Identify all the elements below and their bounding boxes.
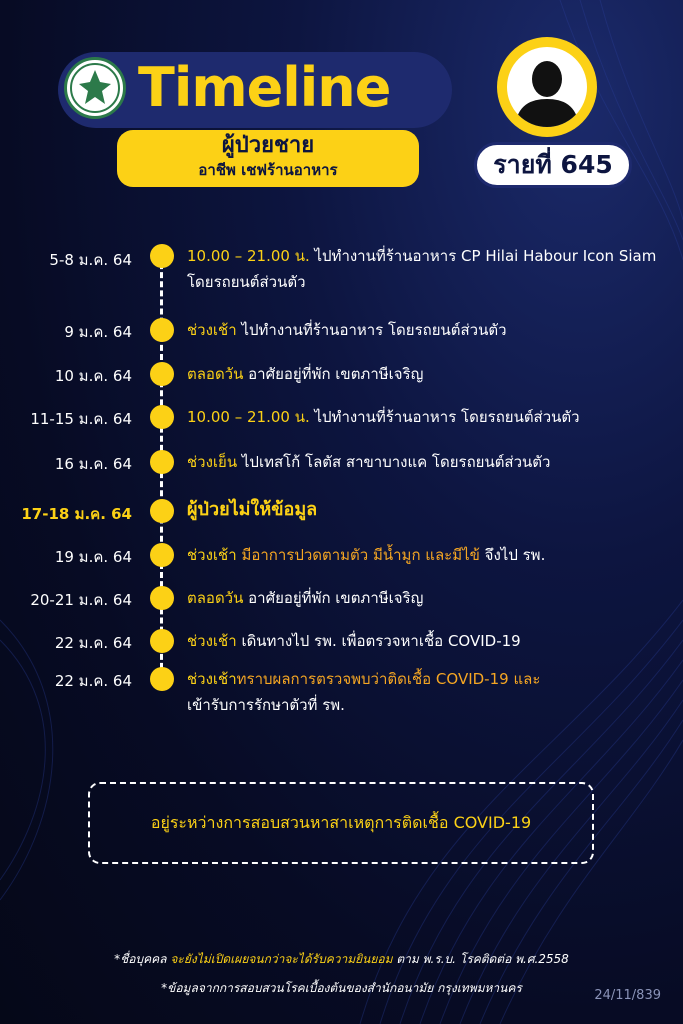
case-number-badge: รายที่ 645 xyxy=(474,142,632,188)
timeline-date: 5-8 ม.ค. 64 xyxy=(49,251,132,269)
timeline-text: ตลอดวัน อาศัยอยู่ที่พัก เขตภาษีเจริญ xyxy=(187,365,424,383)
timeline-dot xyxy=(150,450,174,474)
timeline-text: ช่วงเย็น ไปเทสโก้ โลตัส สาขาบางแค โดยรถยนต์ส่วนตัว xyxy=(187,453,551,471)
patient-occupation: อาชีพ เชฟร้านอาหาร xyxy=(198,161,338,179)
investigation-note: อยู่ระหว่างการสอบสวนหาสาเหตุการติดเชื้อ COVID-19 xyxy=(88,782,594,864)
timeline-date: 10 ม.ค. 64 xyxy=(54,367,132,385)
timeline-dot xyxy=(150,543,174,567)
footer-disclaimer: *ชื่อบุคคล จะยังไม่เปิดเผยจนกว่าจะได้รับความยินยอม ตาม พ.ร.บ. โรคติดต่อ พ.ศ.2558 xyxy=(114,952,569,966)
person-silhouette-icon xyxy=(507,47,587,127)
patient-title: ผู้ป่วยชาย xyxy=(221,133,315,158)
timeline-date: 22 ม.ค. 64 xyxy=(54,672,132,690)
timeline-date: 16 ม.ค. 64 xyxy=(54,455,132,473)
timeline-dot xyxy=(150,586,174,610)
timeline-dot xyxy=(150,244,174,268)
patient-info xyxy=(117,130,419,187)
timeline-date: 22 ม.ค. 64 xyxy=(54,634,132,652)
timeline-text: ผู้ป่วยไม่ให้ข้อมูล xyxy=(187,499,318,520)
timeline-date: 17-18 ม.ค. 64 xyxy=(21,505,132,523)
timeline-date: 19 ม.ค. 64 xyxy=(54,548,132,566)
timeline-text: ช่วงเช้า เดินทางไป รพ. เพื่อตรวจหาเชื้อ COVID-19 xyxy=(187,632,521,650)
footer-source: *ข้อมูลจากการสอบสวนโรคเบื้องต้นของสำนักอนามัย กรุงเทพมหานคร xyxy=(161,981,522,995)
timeline-dot xyxy=(150,318,174,342)
timeline-text: 10.00 – 21.00 น. ไปทำงานที่ร้านอาหาร โดยรถยนต์ส่วนตัว xyxy=(187,408,580,426)
timeline-text: 10.00 – 21.00 น. ไปทำงานที่ร้านอาหาร CP Hilai Habour Icon Siam โดยรถยนต์ส่วนตัว xyxy=(187,247,657,291)
timeline-dot xyxy=(150,629,174,653)
timeline-text: ช่วงเช้า ไปทำงานที่ร้านอาหาร โดยรถยนต์ส่วนตัว xyxy=(187,321,507,339)
timeline-text: ช่วงเช้าทราบผลการตรวจพบว่าติดเชื้อ COVID-19 และ เข้ารับการรักษาตัวที่ รพ. xyxy=(187,670,541,714)
timeline-dot xyxy=(150,667,174,691)
timeline-date: 9 ม.ค. 64 xyxy=(64,323,132,341)
timeline-text: ตลอดวัน อาศัยอยู่ที่พัก เขตภาษีเจริญ xyxy=(187,589,424,607)
timeline-dot xyxy=(150,499,174,523)
timeline-date: 11-15 ม.ค. 64 xyxy=(30,410,132,428)
timeline-text: ช่วงเช้า มีอาการปวดตามตัว มีน้ำมูก และมีไข้ จึงไป รพ. xyxy=(187,546,546,564)
document-code: 24/11/839 xyxy=(594,988,661,1003)
timeline-dot xyxy=(150,362,174,386)
timeline-date: 20-21 ม.ค. 64 xyxy=(30,591,132,609)
timeline-dot xyxy=(150,405,174,429)
bangkok-seal-icon xyxy=(64,57,126,119)
page-title: Timeline xyxy=(138,56,391,119)
